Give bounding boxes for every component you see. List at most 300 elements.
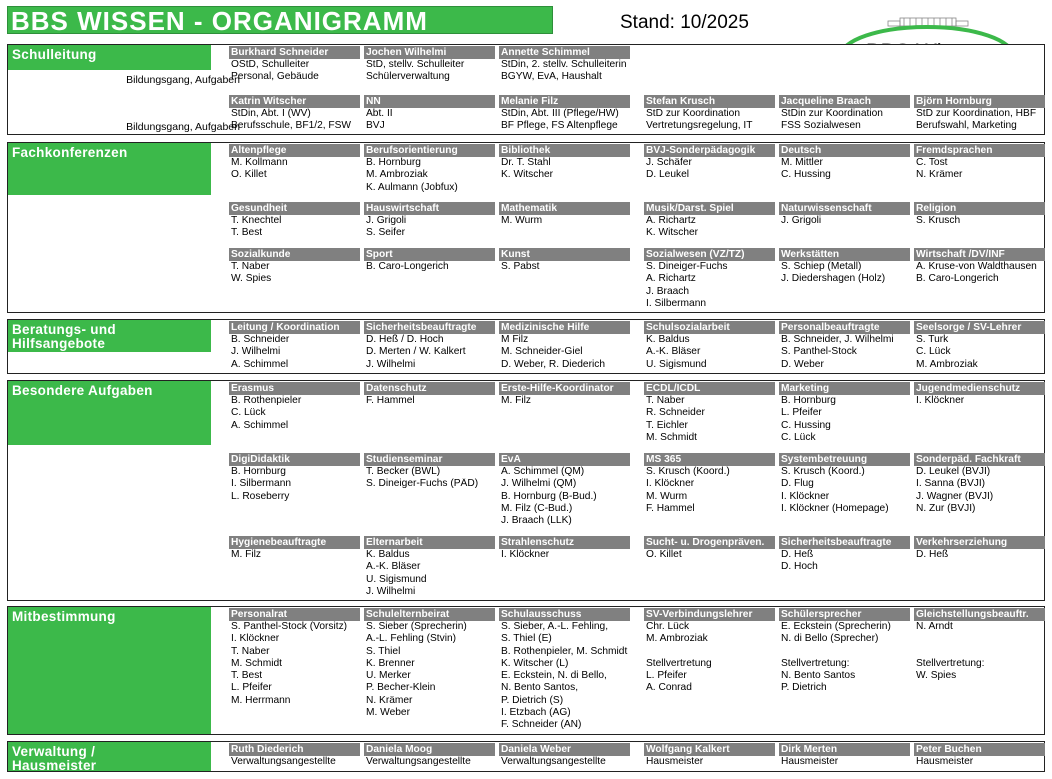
cell-line: StDin, 2. stellv. Schulleiterin <box>501 59 627 70</box>
cell-line: D. Merten / W. Kalkert <box>366 346 466 358</box>
cell-line: B. Schneider <box>231 334 290 345</box>
cell-björn-hornburg <box>914 95 1045 133</box>
cell-line: B. Schneider, J. Wilhelmi <box>781 334 894 345</box>
cell-body <box>499 756 630 768</box>
cell-line: J. Diedershagen (Holz) <box>781 273 886 285</box>
cell-body <box>229 756 360 768</box>
cell-body <box>499 549 630 561</box>
cell-heading: Sport <box>364 248 495 261</box>
cell-sicherheitsbeauftragte <box>779 536 910 574</box>
cell-line: BF Pflege, FS Altenpflege <box>501 120 618 132</box>
cell-heading: Schulsozialarbeit <box>644 321 775 334</box>
cell-heading: Peter Buchen <box>914 743 1045 756</box>
cell-heading: Marketing <box>779 382 910 395</box>
cell-line: C. Lück <box>916 346 951 358</box>
cell-heading: Datenschutz <box>364 382 495 395</box>
cell-heading: Schülersprecher <box>779 608 910 621</box>
cell-line: I. Klöckner <box>501 549 550 560</box>
cell-line: A.-L. Fehling (Stvin) <box>366 633 457 645</box>
cell-body <box>499 466 630 527</box>
cell-line: J. Grigoli <box>781 215 822 226</box>
cell-line: N. Arndt <box>916 621 953 632</box>
cell-line: OStD, Schulleiter <box>231 59 310 70</box>
cell-line: M. Herrmann <box>231 694 291 706</box>
cell-body <box>779 621 910 695</box>
cell-line: J. Wilhelmi <box>231 346 281 358</box>
cell-body <box>644 108 775 133</box>
cell-line: M. Weber <box>366 707 410 719</box>
section-verwaltung <box>7 741 1045 772</box>
cell-line: S. Panthel-Stock <box>781 346 857 358</box>
cell-bibliothek <box>499 144 630 182</box>
section-title-line2: Hilfsangebote <box>12 336 106 351</box>
cell-body <box>644 157 775 182</box>
stand-date: Stand: 10/2025 <box>620 12 749 33</box>
cell-werkstätten <box>779 248 910 286</box>
cell-line: A. Richartz <box>646 273 696 285</box>
cell-ruth-diederich <box>229 743 360 768</box>
cell-body <box>229 466 360 503</box>
cell-line: S. Thiel <box>366 645 401 657</box>
section-title-text: Mitbestimmung <box>12 609 116 624</box>
cell-bvj-sonderpädagogik <box>644 144 775 182</box>
cell-body <box>644 756 775 768</box>
cell-systembetreuung <box>779 453 910 515</box>
cell-line: A. Schimmel (QM) <box>501 466 585 477</box>
cell-line: B. Caro-Longerich <box>366 261 449 272</box>
cell-body <box>914 395 1045 407</box>
cell-line: StDin zur Koordination <box>781 108 883 119</box>
cell-line: N. Bento Santos, <box>501 682 579 694</box>
cell-heading: Gesundheit <box>229 202 360 215</box>
cell-body <box>779 261 910 286</box>
cell-body <box>644 215 775 240</box>
cell-studienseminar <box>364 453 495 491</box>
cell-line: S. Sieber, A.-L. Fehling, <box>501 621 609 632</box>
cell-line: Verwaltungsangestellte <box>366 756 471 767</box>
cell-line: M. Filz <box>501 395 531 406</box>
cell-heading: Sicherheitsbeauftragte <box>364 321 495 334</box>
cell-deutsch <box>779 144 910 182</box>
cell-berufsorientierung <box>364 144 495 194</box>
cell-line: J. Grigoli <box>366 215 407 226</box>
cell-sozialwesen-vz-tz <box>644 248 775 310</box>
cell-body <box>914 157 1045 182</box>
cell-burkhard-schneider <box>229 46 360 84</box>
cell-heading: Stefan Krusch <box>644 95 775 108</box>
cell-heading: Hauswirtschaft <box>364 202 495 215</box>
cell-line: StD zur Koordination, HBF <box>916 108 1037 119</box>
cell-heading: Schulausschuss <box>499 608 630 621</box>
section-title-text: Fachkonferenzen <box>12 145 128 160</box>
cell-body <box>914 261 1045 286</box>
cell-line: K. Baldus <box>366 549 410 560</box>
cell-line: T. Becker (BWL) <box>366 466 441 477</box>
cell-line: S. Turk <box>916 334 949 345</box>
cell-line <box>916 633 1045 645</box>
cell-line: P. Becher-Klein <box>366 682 436 694</box>
cell-line: S. Krusch (Koord.) <box>781 466 865 477</box>
cell-line: C. Hussing <box>781 419 831 431</box>
cell-line: J. Braach (LLK) <box>501 515 572 527</box>
cell-peter-buchen <box>914 743 1045 768</box>
cell-line: N. di Bello (Sprecher) <box>781 633 879 645</box>
cell-heading: Sozialwesen (VZ/TZ) <box>644 248 775 261</box>
cell-hygienebeauftragte <box>229 536 360 561</box>
cell-line: StD, stellv. Schulleiter <box>366 59 465 70</box>
cell-body <box>229 157 360 182</box>
cell-line <box>781 646 910 658</box>
cell-heading: Verkehrserziehung <box>914 536 1045 549</box>
cell-altenpflege <box>229 144 360 182</box>
cell-kunst <box>499 248 630 273</box>
section-mitbestimmung <box>7 606 1045 735</box>
cell-body <box>779 549 910 574</box>
cell-line: A.-K. Bläser <box>646 346 701 358</box>
cell-body <box>229 621 360 707</box>
cell-heading: Altenpflege <box>229 144 360 157</box>
cell-line: S. Krusch <box>916 215 961 226</box>
cell-body <box>644 621 775 695</box>
cell-sv-verbindungslehrer <box>644 608 775 695</box>
cell-line: D. Weber, R. Diederich <box>501 358 605 370</box>
cell-line: F. Hammel <box>366 395 415 406</box>
cell-heading: Jugendmedienschutz <box>914 382 1045 395</box>
cell-line: P. Dietrich (S) <box>501 694 564 706</box>
building-icon <box>888 18 968 26</box>
cell-line: B. Rothenpieler <box>231 395 302 406</box>
cell-line: Personal, Gebäude <box>231 71 319 83</box>
cell-body <box>229 108 360 133</box>
cell-line: Schülerverwaltung <box>366 71 450 83</box>
cell-heading: Medizinische Hilfe <box>499 321 630 334</box>
cell-body <box>779 395 910 444</box>
section-title-beratung <box>8 320 211 352</box>
cell-heading: Jacqueline Braach <box>779 95 910 108</box>
cell-heading: Fremdsprachen <box>914 144 1045 157</box>
cell-elternarbeit <box>364 536 495 598</box>
cell-line: I. Klöckner <box>646 478 695 490</box>
cell-daniela-weber <box>499 743 630 768</box>
cell-body <box>499 59 630 84</box>
cell-line: Chr. Lück <box>646 621 690 632</box>
cell-line: C. Lück <box>231 407 266 419</box>
cell-body <box>499 215 630 227</box>
cell-line: A. Schimmel <box>231 419 289 431</box>
cell-line: I. Klöckner <box>916 395 965 406</box>
section-fachkonferenzen <box>7 142 1045 313</box>
cell-seelsorge-sv-lehrer <box>914 321 1045 371</box>
cell-line <box>646 646 775 658</box>
cell-body <box>364 334 495 371</box>
cell-line: Berufswahl, Marketing <box>916 120 1017 132</box>
section-beratung <box>7 319 1045 374</box>
cell-medizinische-hilfe <box>499 321 630 371</box>
cell-jugendmedienschutz <box>914 382 1045 407</box>
section-title-besondere <box>8 381 211 445</box>
cell-heading: Religion <box>914 202 1045 215</box>
cell-heading: Melanie Filz <box>499 95 630 108</box>
cell-melanie-filz <box>499 95 630 133</box>
cell-line: M. Ambroziak <box>646 633 708 645</box>
cell-heading: Gleichstellungsbeauftr. <box>914 608 1045 621</box>
cell-hauswirtschaft <box>364 202 495 240</box>
cell-schülersprecher <box>779 608 910 695</box>
cell-eva <box>499 453 630 527</box>
cell-body <box>499 157 630 182</box>
cell-line: M. Schmidt <box>231 657 282 669</box>
cell-body <box>364 549 495 598</box>
cell-body <box>229 334 360 371</box>
cell-body <box>644 466 775 515</box>
cell-line: A.-K. Bläser <box>366 561 421 573</box>
cell-line: T. Eichler <box>646 419 688 431</box>
cell-line: W. Spies <box>231 273 272 285</box>
cell-heading: Jochen Wilhelmi <box>364 46 495 59</box>
cell-heading: Sucht- u. Drogenpräven. <box>644 536 775 549</box>
cell-line: T. Best <box>231 670 263 682</box>
cell-sport <box>364 248 495 273</box>
cell-line: W. Spies <box>916 670 957 682</box>
cell-line: D. Leukel (BVJI) <box>916 466 991 477</box>
cell-line: S. Schiep (Metall) <box>781 261 862 272</box>
cell-schulausschuss <box>499 608 630 732</box>
cell-line: F. Schneider (AN) <box>501 719 582 731</box>
cell-line: S. Pabst <box>501 261 540 272</box>
cell-heading: Systembetreuung <box>779 453 910 466</box>
cell-line: U. Merker <box>366 670 411 682</box>
cell-heading: Seelsorge / SV-Lehrer <box>914 321 1045 334</box>
cell-line: C. Tost <box>916 157 948 168</box>
cell-personalrat <box>229 608 360 707</box>
cell-body <box>499 108 630 133</box>
cell-body <box>779 756 910 768</box>
cell-body <box>364 59 495 84</box>
cell-heading: Musik/Darst. Spiel <box>644 202 775 215</box>
cell-line: B. Caro-Longerich <box>916 273 999 285</box>
cell-body <box>229 395 360 432</box>
cell-line: D. Leukel <box>646 169 690 181</box>
cell-body <box>229 261 360 286</box>
cell-nn <box>364 95 495 133</box>
cell-line: I. Etzbach (AG) <box>501 707 571 719</box>
cell-line: J. Wilhelmi <box>366 585 416 597</box>
cell-line: T. Naber <box>646 395 685 406</box>
cell-line: StDin, Abt. III (Pflege/HW) <box>501 108 619 119</box>
cell-line: Hausmeister <box>646 756 704 767</box>
cell-line: K. Baldus <box>646 334 690 345</box>
cell-line: L. Roseberry <box>231 490 290 502</box>
cell-line: B. Hornburg <box>366 157 421 168</box>
cell-line: K. Witscher <box>501 169 554 181</box>
cell-body <box>364 621 495 719</box>
section-schulleitung <box>7 44 1045 135</box>
cell-line: T. Naber <box>231 645 270 657</box>
cell-line: M. Ambroziak <box>916 358 978 370</box>
cell-heading: Strahlenschutz <box>499 536 630 549</box>
cell-wirtschaft-dv-inf <box>914 248 1045 286</box>
cell-line: M. Filz <box>231 549 261 560</box>
cell-jochen-wilhelmi <box>364 46 495 84</box>
cell-heading: Katrin Witscher <box>229 95 360 108</box>
cell-line: I. Sanna (BVJI) <box>916 478 986 490</box>
cell-line: K. Aulmann (Jobfux) <box>366 181 458 193</box>
cell-heading: NN <box>364 95 495 108</box>
cell-body <box>779 466 910 515</box>
cell-ecdl-icdl <box>644 382 775 444</box>
cell-sonderpäd-fachkraft <box>914 453 1045 515</box>
cell-line: BGYW, EvA, Haushalt <box>501 71 602 83</box>
cell-line: M. Mittler <box>781 157 823 168</box>
cell-line: L. Pfeifer <box>646 670 687 682</box>
cell-strahlenschutz <box>499 536 630 561</box>
cell-religion <box>914 202 1045 227</box>
cell-line: C. Hussing <box>781 169 831 181</box>
cell-line: T. Naber <box>231 261 270 272</box>
section-title-text: Besondere Aufgaben <box>12 383 153 398</box>
cell-line: A. Richartz <box>646 215 696 226</box>
cell-body <box>779 157 910 182</box>
cell-line: K. Brenner <box>366 657 415 669</box>
cell-digididaktik <box>229 453 360 503</box>
cell-line: I. Silbermann <box>231 478 292 490</box>
cell-line: Stellvertretung <box>646 657 712 669</box>
section-title-fachkonferenzen <box>8 143 211 195</box>
cell-leitung-koordination <box>229 321 360 371</box>
cell-ms-365 <box>644 453 775 515</box>
cell-line: I. Klöckner <box>231 633 280 645</box>
cell-line: S. Krusch (Koord.) <box>646 466 730 477</box>
cell-line: J. Schäfer <box>646 157 692 168</box>
cell-line: U. Sigismund <box>366 573 427 585</box>
cell-body <box>914 334 1045 371</box>
cell-heading: Annette Schimmel <box>499 46 630 59</box>
cell-line: L. Pfeifer <box>231 682 272 694</box>
cell-body <box>229 549 360 561</box>
cell-heading: Daniela Moog <box>364 743 495 756</box>
cell-heading: Mathematik <box>499 202 630 215</box>
cell-body <box>779 215 910 227</box>
cell-heading: ECDL/ICDL <box>644 382 775 395</box>
cell-heading: Berufsorientierung <box>364 144 495 157</box>
cell-line: D. Heß / D. Hoch <box>366 334 444 345</box>
cell-marketing <box>779 382 910 444</box>
cell-heading: MS 365 <box>644 453 775 466</box>
cell-line: M. Kollmann <box>231 157 288 168</box>
cell-sozialkunde <box>229 248 360 286</box>
cell-personalbeauftragte <box>779 321 910 371</box>
cell-erste-hilfe-koordinator <box>499 382 630 407</box>
row-label-2: Bildungsgang, Aufgaben <box>126 121 240 133</box>
cell-heading: Werkstätten <box>779 248 910 261</box>
cell-sucht-u-drogenpräven <box>644 536 775 561</box>
cell-heading: EvA <box>499 453 630 466</box>
row-label-1: Bildungsgang, Aufgaben <box>126 74 240 86</box>
cell-body <box>914 215 1045 227</box>
cell-line: E. Eckstein (Sprecherin) <box>781 621 891 632</box>
cell-line: D. Flug <box>781 478 814 490</box>
cell-heading: Schulelternbeirat <box>364 608 495 621</box>
cell-heading: Björn Hornburg <box>914 95 1045 108</box>
cell-schulelternbeirat <box>364 608 495 719</box>
cell-body <box>499 395 630 407</box>
cell-line: Hausmeister <box>781 756 839 767</box>
cell-line: FSS Sozialwesen <box>781 120 861 132</box>
cell-line: B. Hornburg <box>781 395 836 406</box>
cell-daniela-moog <box>364 743 495 768</box>
cell-line: O. Killet <box>646 549 682 560</box>
page-title: BBS WISSEN - ORGANIGRAMM <box>7 6 553 34</box>
cell-heading: Kunst <box>499 248 630 261</box>
cell-annette-schimmel <box>499 46 630 84</box>
cell-heading: Hygienebeauftragte <box>229 536 360 549</box>
cell-heading: Erasmus <box>229 382 360 395</box>
cell-datenschutz <box>364 382 495 407</box>
cell-line: Stellvertretung: <box>916 657 985 669</box>
cell-sicherheitsbeauftragte <box>364 321 495 371</box>
cell-body <box>914 756 1045 768</box>
section-title-text: Schulleitung <box>12 47 97 62</box>
cell-line: E. Eckstein, N. di Bello, <box>501 670 607 682</box>
cell-line: Dr. T. Stahl <box>501 157 551 168</box>
cell-line: Verwaltungsangestellte <box>501 756 606 767</box>
cell-line: S. Sieber (Sprecherin) <box>366 621 467 632</box>
section-title-mitbestimmung <box>8 607 211 734</box>
cell-heading: Erste-Hilfe-Koordinator <box>499 382 630 395</box>
cell-heading: Burkhard Schneider <box>229 46 360 59</box>
cell-mathematik <box>499 202 630 227</box>
cell-line: A. Kruse-von Waldthausen <box>916 261 1037 272</box>
cell-body <box>914 621 1045 682</box>
cell-body <box>229 215 360 240</box>
cell-body <box>229 59 360 84</box>
cell-line: K. Witscher (L) <box>501 657 569 669</box>
cell-line: N. Krämer <box>366 694 413 706</box>
section-title-schulleitung <box>8 45 211 70</box>
cell-stefan-krusch <box>644 95 775 133</box>
cell-line: StDin, Abt. I (WV) <box>231 108 311 119</box>
cell-line: J. Wagner (BVJI) <box>916 490 994 502</box>
cell-line: T. Knechtel <box>231 215 282 226</box>
section-title-verwaltung <box>8 742 211 771</box>
cell-heading: Ruth Diederich <box>229 743 360 756</box>
cell-body <box>914 466 1045 515</box>
cell-line: N. Zur (BVJI) <box>916 502 976 514</box>
cell-line: Verwaltungsangestellte <box>231 756 336 767</box>
cell-body <box>779 334 910 371</box>
cell-body <box>644 395 775 444</box>
cell-body <box>364 756 495 768</box>
cell-line: S. Thiel (E) <box>501 633 552 645</box>
cell-line: M. Schmidt <box>646 431 697 443</box>
cell-heading: Wolfgang Kalkert <box>644 743 775 756</box>
cell-body <box>364 215 495 240</box>
cell-line: M. Schneider-Giel <box>501 346 583 358</box>
cell-jacqueline-braach <box>779 95 910 133</box>
cell-body <box>644 261 775 310</box>
cell-heading: Personalrat <box>229 608 360 621</box>
cell-body <box>499 334 630 371</box>
cell-katrin-witscher <box>229 95 360 133</box>
cell-body <box>644 334 775 371</box>
cell-heading: Naturwissenschaft <box>779 202 910 215</box>
cell-line: S. Dineiger-Fuchs <box>646 261 728 272</box>
cell-line: S. Dineiger-Fuchs (PÄD) <box>366 478 479 490</box>
cell-heading: Dirk Merten <box>779 743 910 756</box>
cell-body <box>914 108 1045 133</box>
cell-gesundheit <box>229 202 360 240</box>
cell-line: M Filz <box>501 334 529 345</box>
